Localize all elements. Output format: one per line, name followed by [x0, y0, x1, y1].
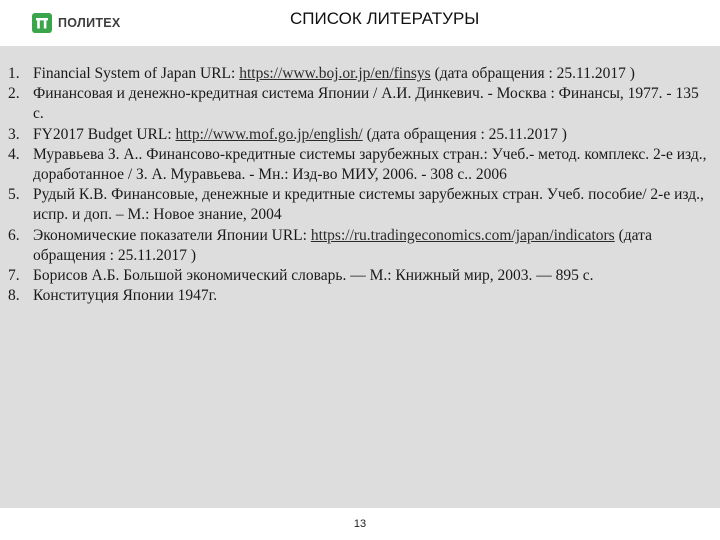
reference-number: 8.	[8, 287, 20, 305]
page-number: 13	[353, 518, 367, 530]
reference-item	[8, 84, 708, 124]
reference-item	[8, 145, 708, 185]
slide-footer	[0, 508, 720, 540]
reference-text: Рудый К.В. Финансовые, денежные и кредитные системы зарубежных стран. Учеб. пособие/ 2-е изд., испр. и доп. – М.: Новое знание, 2004	[33, 186, 704, 224]
reference-text: Муравьева З. А.. Финансово-кредитные системы зарубежных стран.: Учеб.- метод. комплекс. 2-е изд., доработанное / З. А. Муравьева. - Мн.: Изд-во МИУ, 2006. - 308 с.. 2006	[33, 145, 707, 184]
reference-link[interactable]: https://ru.tradingeconomics.com/japan/indicators	[310, 226, 615, 244]
reference-item	[8, 226, 708, 266]
reference-text-after: (дата обращения : 25.11.2017 )	[430, 65, 635, 82]
reference-number: 1.	[8, 65, 20, 82]
reference-text: Конституция Японии 1947г.	[33, 287, 218, 305]
politech-logo-icon	[32, 13, 52, 33]
reference-item	[8, 286, 708, 306]
reference-text: Борисов А.Б. Большой экономический словарь. — М.: Книжный мир, 2003. — 895 с.	[33, 267, 594, 285]
reference-item	[8, 64, 708, 84]
logo-text: ПОЛИТЕХ	[58, 16, 121, 30]
reference-item	[8, 266, 708, 286]
reference-number: 4.	[8, 145, 20, 163]
reference-number: 3.	[8, 125, 20, 143]
logo	[32, 12, 121, 34]
reference-text: Financial System of Japan URL:	[33, 65, 240, 82]
reference-text-after: (дата обращения : 25.11.2017 )	[362, 125, 567, 143]
slide-title: СПИСОК ЛИТЕРАТУРЫ	[290, 9, 480, 28]
reference-number: 6.	[8, 226, 20, 244]
reference-link[interactable]: https://www.boj.or.jp/en/finsys	[239, 65, 431, 82]
reference-text: Экономические показатели Японии URL:	[33, 226, 311, 244]
reference-text-after: (дата обращения : 25.11.2017 )	[33, 226, 652, 264]
reference-link[interactable]: http://www.mof.go.jp/english/	[175, 125, 363, 143]
reference-item	[8, 185, 708, 225]
reference-number: 2.	[8, 85, 20, 103]
content-area	[0, 46, 720, 508]
slide-header	[0, 0, 720, 46]
reference-number: 5.	[8, 186, 20, 204]
reference-text: Финансовая и денежно-кредитная система Японии / А.И. Динкевич. - Москва : Финансы, 1977. - 135 с.	[33, 85, 699, 123]
reference-number: 7.	[8, 267, 20, 285]
reference-text: FY2017 Budget URL:	[33, 125, 176, 143]
reference-list	[8, 64, 708, 306]
reference-item	[8, 125, 708, 145]
